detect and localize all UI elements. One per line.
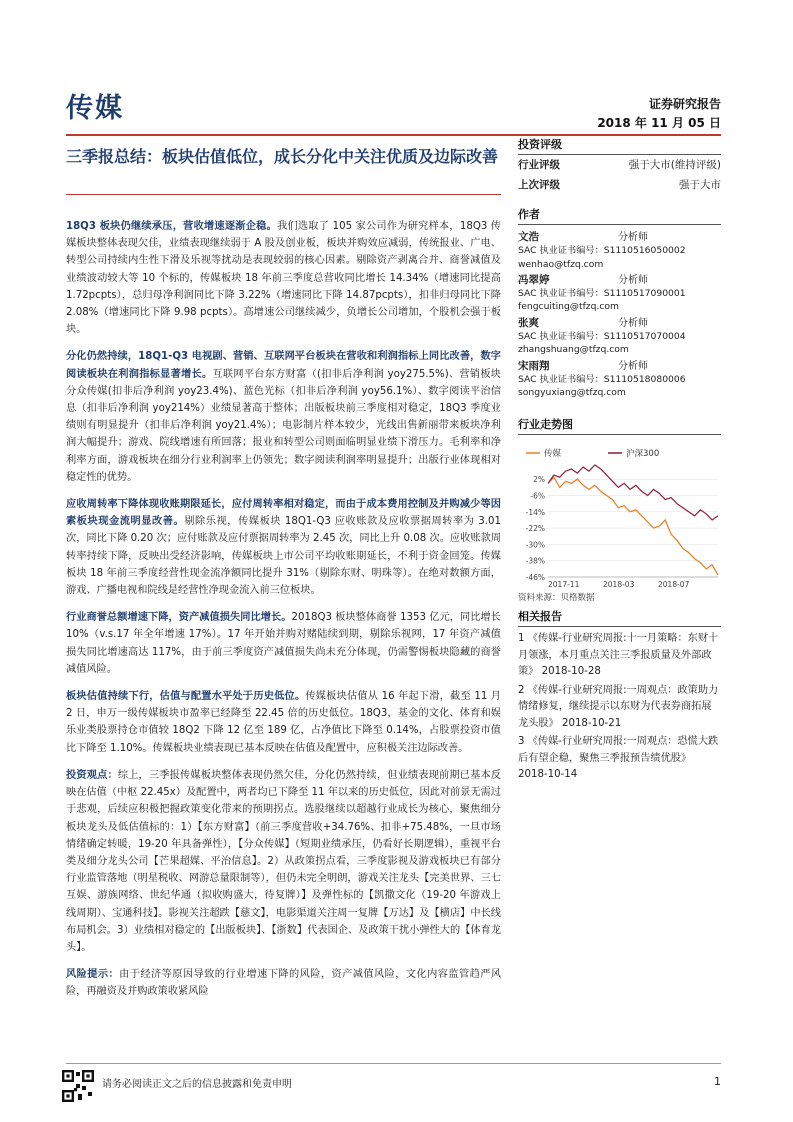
y-tick-label: -30%: [525, 540, 545, 550]
author-name: 张爽: [518, 316, 539, 329]
paragraph: [66, 348, 501, 486]
paragraph: [66, 218, 501, 338]
authors-title: 作者: [518, 206, 721, 225]
rating-row: [518, 175, 721, 195]
rating-value: 强于大市(维持评级): [628, 159, 721, 171]
y-tick-label: -22%: [525, 524, 545, 534]
author-cert: SAC 执业证书编号：S1110517090001: [518, 288, 686, 300]
author-entry: [518, 317, 721, 357]
paragraph-body: 由于经济等原因导致的行业增速下降的风险，资产减值风险，文化内容监管趋严风险，再融资及并购政策收紧风险: [66, 969, 502, 998]
headline-divider: [66, 194, 501, 195]
paragraph-body: 传媒板块估值从 16 年起下滑，截至 11 月 2 日，申万一级传媒板块市盈率已经降至 22.45 倍的历史低位。18Q3，基金的文化、体育和娱乐业类股票持仓市值较 18Q2 下降 12 亿至 189 亿，占净值比下降至 0.14%，占股票投资市值比下降至 1.10%。传媒板块业绩表现已基本反映在估值及配置中，应积极关注边际改善。: [66, 691, 501, 754]
footer-disclaimer: 请务必阅读正文之后的信息披露和免责申明: [102, 1079, 292, 1090]
rating-value: 强于大市: [679, 179, 721, 191]
author-role: 分析师: [618, 317, 648, 329]
main-body: [66, 218, 501, 1011]
x-tick-label: 2017-11: [548, 580, 580, 589]
paragraph-lead: 分化仍然持续，18Q1-Q3 电视剧、营销、互联网平台板块在营收和利润指标上同比改善，数字阅读板块在利润指标显著增长。: [66, 351, 501, 380]
report-type: 证券研究报告: [648, 97, 721, 111]
qr-code-icon: [62, 1070, 94, 1102]
y-tick-label: -14%: [525, 507, 545, 517]
author-role: 分析师: [618, 232, 648, 243]
rating-row: [518, 155, 721, 175]
author-name: 宋雨翔: [518, 359, 550, 372]
related-report-item[interactable]: 1 《传媒-行业研究周报:十一月策略：东财十月领涨，本月重点关注三季报质量及外部政策》 2018-10-28: [518, 633, 719, 677]
paragraph: [66, 496, 501, 599]
author-entry: [518, 231, 721, 271]
legend-label-hs300: 沪深300: [626, 449, 660, 459]
paragraph-lead: 板块估值持续下行，估值与配置水平处于历史低位。: [66, 691, 306, 703]
author-entry: [518, 360, 721, 400]
author-cert: SAC 执业证书编号：S1110517070004: [518, 331, 686, 343]
author-cert: SAC 执业证书编号：S1110516050002: [518, 245, 686, 257]
report-headline: 三季报总结：板块估值低位，成长分化中关注优质及边际改善: [66, 147, 499, 166]
related-panel: [518, 608, 721, 786]
rating-panel: [518, 136, 721, 195]
author-email[interactable]: fengcuiting@tfzq.com: [518, 301, 619, 313]
rating-key: 上次评级: [518, 179, 560, 191]
y-tick-label: -6%: [530, 491, 545, 501]
paragraph-lead: 投资观点：: [66, 769, 118, 781]
author-email[interactable]: songyuxiang@tfzq.com: [518, 387, 626, 399]
paragraph-body: 2018Q3 板块整体商誉 1353 亿元，同比增长 10%（v.s.17 年全年增速 17%）。17 年开始并购对赌陆续到期，剔除乐视网，17 年资产减值损失同比增速高达 117%，由于前三季度资产减值损失尚未充分体现，仍需警惕板块隐藏的商誉减值风险。: [66, 612, 501, 675]
report-date: 2018 年 11 月 05 日: [597, 116, 721, 130]
paragraph-body: 互联网平台东方财富（(扣非后净利润 yoy275.5%)、营销板块分众传媒(扣非后净利润 yoy23.4%)、蓝色光标（扣非后净利润 yoy56.1%）、数字阅读平治信息（扣非后净利润 yoy214%）业绩显著高于整体；出版板块前三季度相对稳定，18Q3 季度业绩则有明显提升（扣非后净利润 yoy21.4%）；电影制片样本较少，光线出售新丽带来板块净利润大幅提升；游戏、院线增速有所回落；报业和转型公司则面临明显业绩下滑压力。毛利率和净利率方面，游戏板块在细分行业利润率上仍领先；数字阅读利润率明显提升；出版行业体现相对稳定性的优势。: [66, 368, 501, 483]
related-report-item[interactable]: 3 《传媒-行业研究周报:一周观点：恐慌大跌后有望企稳，聚焦三季报预告绩优股》 2018-10-14: [518, 736, 719, 780]
chart-title: 行业走势图: [518, 416, 721, 435]
chart-source: 资料来源：贝格数据: [518, 593, 595, 603]
footer-divider: [66, 1063, 721, 1064]
paragraph: [66, 966, 501, 1000]
rating-key: 行业评级: [518, 159, 560, 171]
author-email[interactable]: wenhao@tfzq.com: [518, 258, 604, 270]
paragraph-body: 我们选取了 105 家公司作为研究样本，18Q3 传媒板块整体表现欠佳，业绩表现继续弱于 A 股及创业板，板块并购效应减弱，传统报业、广电、转型公司持续内生性下滑及乐视等扰动是表现较弱的核心因素。剔除资产剥离合并、商誉减值及业绩波动较大等 10 个标的，传媒板块 18 年前三季度总营收同比增长 14.34%（增速同比提高 1.72pcpts），总归母净利润同比下降 3.22%（增速同比下降 14.87pcpts），扣非归母同比下降 2.08%（增速同比下降 9.98 pcpts）。高增速公司继续减少，负增长公司增加，个股机会强于板块。: [66, 221, 501, 336]
x-tick-label: 2018-07: [658, 580, 690, 589]
paragraph-body: 剔除乐视，传媒板块 18Q1-Q3 应收账款及应收票据周转率为 3.01 次，同比下降 0.20 次；应付账款及应付票据周转率为 2.45 次，同比上升 0.08 次。应收账款周转率持续下降，反映出受经济影响，传媒板块上市公司平均收账期延长，不利于资金回笼。传媒板块 18 年前三季度经营性现金流净额同比提升 31%（剔除东财、明珠等）。在绝对数额方面，游戏、广播电视和院线是经营性净现金流入前三位板块。: [66, 516, 501, 597]
chart-series: [548, 465, 718, 575]
rating-title: 投资评级: [518, 136, 721, 155]
paragraph-lead: 风险提示：: [66, 969, 120, 981]
author-role: 分析师: [618, 274, 648, 286]
paragraph: [66, 688, 501, 757]
author-email[interactable]: zhangshuang@tfzq.com: [518, 344, 629, 356]
related-report-item[interactable]: 2 《传媒-行业研究周报:一周观点：政策助力情绪修复，继续提示以东财为代表券商拓展龙头股》 2018-10-21: [518, 684, 719, 729]
sector-title: 传媒: [66, 93, 124, 124]
paragraph-lead: 行业商誉总额增速下降，资产减值损失同比增长。: [66, 612, 292, 624]
y-tick-label: -38%: [525, 556, 545, 566]
paragraph-lead: 应收周转率下降体现收账期限延长，应付周转率相对稳定，而由于成本费用控制及并购减少等因素板块现金流明显改善。: [66, 499, 501, 528]
paragraph: [66, 767, 501, 956]
author-name: 文浩: [518, 231, 539, 243]
paragraph-lead: 18Q3 板块仍继续承压，营收增速逐渐企稳。: [66, 221, 278, 232]
y-tick-label: 2%: [533, 475, 545, 485]
paragraph-body: 综上，三季报传媒板块整体表现仍然欠佳，分化仍然持续，但业绩表现前期已基本反映在估值（中枢 22.45x）及配置中，两者均已下降至 11 年以来的历史低位，因此对前景无需过于悲观，后续应积极把握政策变化带来的预期拐点。选股继续以超越行业成长为核心，聚焦细分板块龙头及低估值标的：1）【东方财富】（前三季度营收+34.76%、扣非+75.48%，一旦市场情绪确定转暖，19-20 年具备弹性），【分众传媒】（短期业绩承压，仍看好长期逻辑），重视平台类及细分龙头公司【芒果超媒、平治信息】。2）从政策拐点看，三季度影视及游戏板块已有部分行业监管落地（明星税收、网游总量限制等），但仍未完全明朗，游戏关注龙头【完美世界、三七互娱、游族网络、世纪华通（拟收购盛大，待复牌）】及弹性标的【凯撒文化（19-20 年游戏上线周期）、宝通科技】。影视关注超跌【慈文】，电影渠道关注周一复牌【万达】及【横店】中长线布局机会。3）业绩相对稳定的【出版板块】、【浙数】代表国企、及政策干扰小弹性大的【体育龙头】。: [66, 769, 502, 953]
y-axis-ticks: [526, 475, 718, 582]
chart-panel: [518, 416, 721, 603]
legend-label-media: 传媒: [544, 449, 562, 459]
related-title: 相关报告: [518, 608, 721, 627]
y-tick-label: -46%: [525, 573, 545, 582]
author-name: 冯翠婷: [518, 273, 550, 286]
page-number: 1: [714, 1075, 721, 1088]
series-line-media: [548, 477, 718, 575]
author-cert: SAC 执业证书编号：S1110518080006: [518, 373, 686, 385]
x-tick-label: 2018-03: [603, 580, 635, 589]
author-entry: [518, 274, 721, 314]
industry-trend-chart: [518, 439, 721, 589]
paragraph: [66, 609, 501, 678]
author-role: 分析师: [618, 360, 648, 372]
authors-panel: [518, 206, 721, 400]
